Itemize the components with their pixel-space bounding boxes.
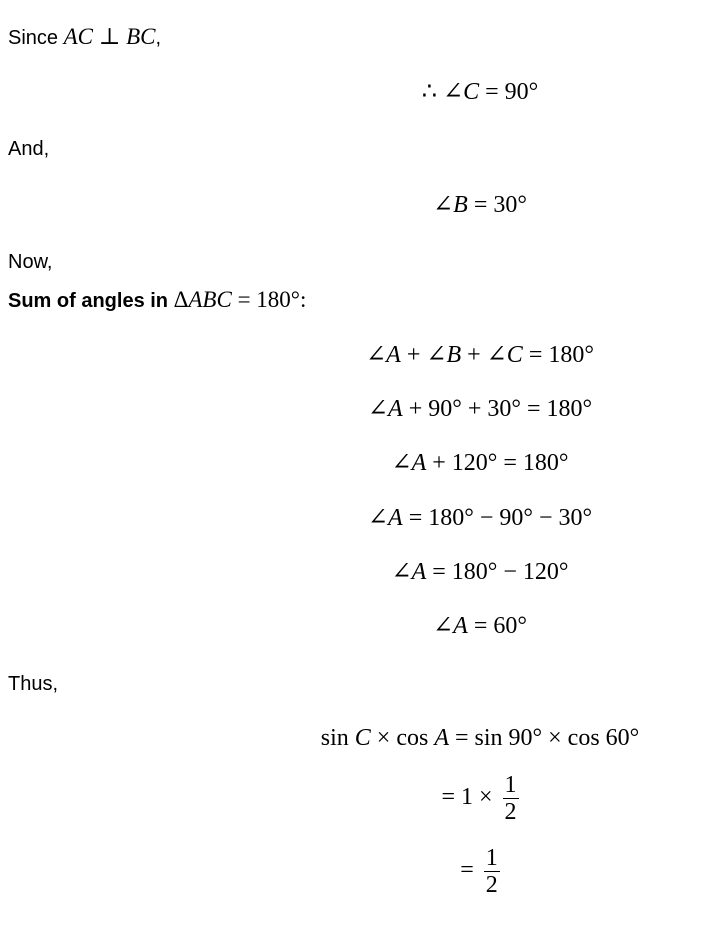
- equation-step-5: ∠A = 180° − 120°: [391, 559, 569, 585]
- equation-step-1: ∠A + ∠B + ∠C = 180°: [366, 342, 594, 368]
- and-line: And,: [8, 138, 50, 160]
- equation-step-3: ∠A + 120° = 180°: [391, 450, 569, 476]
- since-line: Since AC ⊥ BC,: [8, 24, 162, 49]
- sum-heading: Sum of angles in ΔABC = 180°:: [8, 287, 307, 312]
- now-line: Now,: [8, 251, 53, 273]
- fraction-one-half-final: $\frac{1}{2}$: [485, 845, 498, 898]
- equation-angle-b: ∠B = 30°: [433, 192, 527, 218]
- equation-result-1: = 1 × $\frac{1}{2}$: [441, 772, 517, 825]
- equation-trig: sin C × cos A = sin 90° × cos 60°: [320, 725, 640, 751]
- since-label: Since: [8, 27, 64, 49]
- equation-step-6: ∠A = 60°: [433, 613, 527, 639]
- equation-angle-c: ∴ ∠C = 90°: [421, 79, 539, 105]
- equation-result-2: = $\frac{1}{2}$: [460, 845, 498, 898]
- perpendicular-math: AC ⊥ BC: [63, 24, 156, 49]
- equation-step-2: ∠A + 90° + 30° = 180°: [367, 396, 593, 422]
- thus-line: Thus,: [8, 673, 59, 695]
- fraction-one-half: $\frac{1}{2}$: [504, 772, 517, 825]
- equation-step-4: ∠A = 180° − 90° − 30°: [367, 505, 593, 531]
- triangle-math: ΔABC = 180°:: [173, 287, 307, 312]
